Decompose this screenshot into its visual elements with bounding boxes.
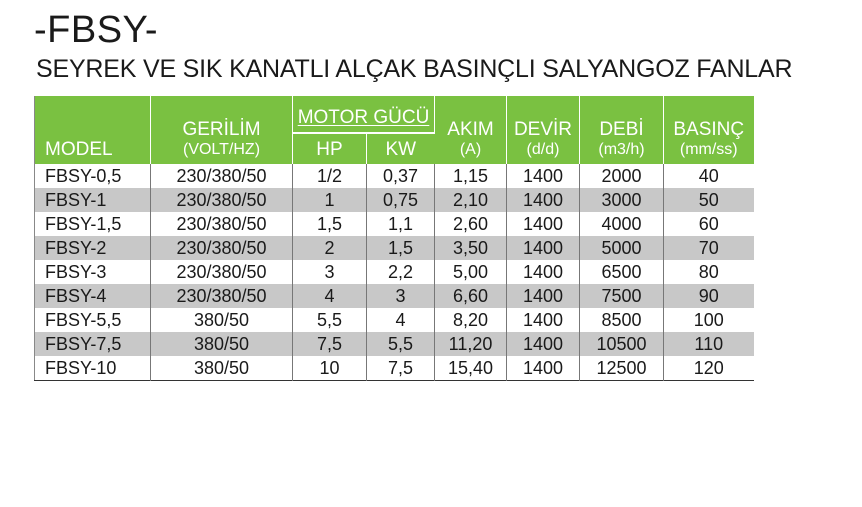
cell-kw: 4 <box>367 308 435 332</box>
page-subtitle: SEYREK VE SIK KANATLI ALÇAK BASINÇLI SALYANGOZ FANLAR <box>36 55 793 83</box>
page-title: -FBSY- <box>34 9 159 51</box>
cell-hp: 1,5 <box>293 212 367 236</box>
cell-speed: 1400 <box>507 332 580 356</box>
cell-pressure: 80 <box>664 260 754 284</box>
cell-flow: 10500 <box>580 332 664 356</box>
cell-voltage: 380/50 <box>151 332 293 356</box>
header-speed: DEVİR (d/d) <box>507 96 580 164</box>
cell-speed: 1400 <box>507 356 580 381</box>
header-motor-power: MOTOR GÜCÜ <box>293 96 435 133</box>
cell-kw: 3 <box>367 284 435 308</box>
header-kw: KW <box>367 133 435 164</box>
cell-model: FBSY-4 <box>35 284 151 308</box>
cell-voltage: 230/380/50 <box>151 212 293 236</box>
cell-pressure: 50 <box>664 188 754 212</box>
cell-current: 3,50 <box>435 236 507 260</box>
cell-voltage: 230/380/50 <box>151 188 293 212</box>
table-row <box>35 308 754 332</box>
cell-pressure: 120 <box>664 356 754 381</box>
cell-flow: 4000 <box>580 212 664 236</box>
cell-voltage: 230/380/50 <box>151 260 293 284</box>
cell-current: 1,15 <box>435 164 507 188</box>
cell-current: 11,20 <box>435 332 507 356</box>
cell-hp: 1/2 <box>293 164 367 188</box>
cell-model: FBSY-5,5 <box>35 308 151 332</box>
cell-voltage: 380/50 <box>151 356 293 381</box>
cell-speed: 1400 <box>507 188 580 212</box>
cell-model: FBSY-1 <box>35 188 151 212</box>
cell-kw: 0,75 <box>367 188 435 212</box>
cell-model: FBSY-10 <box>35 356 151 381</box>
table-body <box>35 164 754 381</box>
cell-current: 5,00 <box>435 260 507 284</box>
cell-model: FBSY-7,5 <box>35 332 151 356</box>
header-voltage: GERİLİM (VOLT/HZ) <box>151 96 293 164</box>
cell-hp: 7,5 <box>293 332 367 356</box>
cell-voltage: 230/380/50 <box>151 284 293 308</box>
table-row <box>35 284 754 308</box>
cell-current: 6,60 <box>435 284 507 308</box>
cell-model: FBSY-3 <box>35 260 151 284</box>
table-row <box>35 212 754 236</box>
cell-flow: 5000 <box>580 236 664 260</box>
cell-flow: 12500 <box>580 356 664 381</box>
cell-flow: 8500 <box>580 308 664 332</box>
cell-flow: 3000 <box>580 188 664 212</box>
cell-speed: 1400 <box>507 308 580 332</box>
cell-kw: 1,5 <box>367 236 435 260</box>
cell-hp: 4 <box>293 284 367 308</box>
cell-pressure: 90 <box>664 284 754 308</box>
table-row <box>35 332 754 356</box>
cell-kw: 5,5 <box>367 332 435 356</box>
cell-pressure: 110 <box>664 332 754 356</box>
cell-current: 8,20 <box>435 308 507 332</box>
cell-speed: 1400 <box>507 284 580 308</box>
cell-flow: 6500 <box>580 260 664 284</box>
cell-voltage: 380/50 <box>151 308 293 332</box>
cell-pressure: 60 <box>664 212 754 236</box>
cell-speed: 1400 <box>507 212 580 236</box>
cell-speed: 1400 <box>507 260 580 284</box>
header-pressure: BASINÇ (mm/ss) <box>664 96 754 164</box>
cell-pressure: 100 <box>664 308 754 332</box>
cell-hp: 2 <box>293 236 367 260</box>
cell-kw: 2,2 <box>367 260 435 284</box>
cell-pressure: 40 <box>664 164 754 188</box>
cell-voltage: 230/380/50 <box>151 164 293 188</box>
cell-kw: 7,5 <box>367 356 435 381</box>
cell-voltage: 230/380/50 <box>151 236 293 260</box>
header-flow: DEBİ (m3/h) <box>580 96 664 164</box>
header-hp: HP <box>293 133 367 164</box>
cell-hp: 5,5 <box>293 308 367 332</box>
cell-model: FBSY-0,5 <box>35 164 151 188</box>
cell-flow: 7500 <box>580 284 664 308</box>
header-current: AKIM (A) <box>435 96 507 164</box>
cell-current: 15,40 <box>435 356 507 381</box>
cell-hp: 10 <box>293 356 367 381</box>
header-model: MODEL <box>35 96 151 164</box>
cell-current: 2,10 <box>435 188 507 212</box>
table-row <box>35 188 754 212</box>
cell-hp: 1 <box>293 188 367 212</box>
fan-spec-table <box>34 96 754 381</box>
table-row <box>35 356 754 381</box>
cell-current: 2,60 <box>435 212 507 236</box>
cell-model: FBSY-1,5 <box>35 212 151 236</box>
cell-kw: 0,37 <box>367 164 435 188</box>
cell-kw: 1,1 <box>367 212 435 236</box>
cell-speed: 1400 <box>507 164 580 188</box>
table-row <box>35 236 754 260</box>
table-row <box>35 164 754 188</box>
cell-speed: 1400 <box>507 236 580 260</box>
table-row <box>35 260 754 284</box>
cell-hp: 3 <box>293 260 367 284</box>
cell-flow: 2000 <box>580 164 664 188</box>
cell-pressure: 70 <box>664 236 754 260</box>
cell-model: FBSY-2 <box>35 236 151 260</box>
